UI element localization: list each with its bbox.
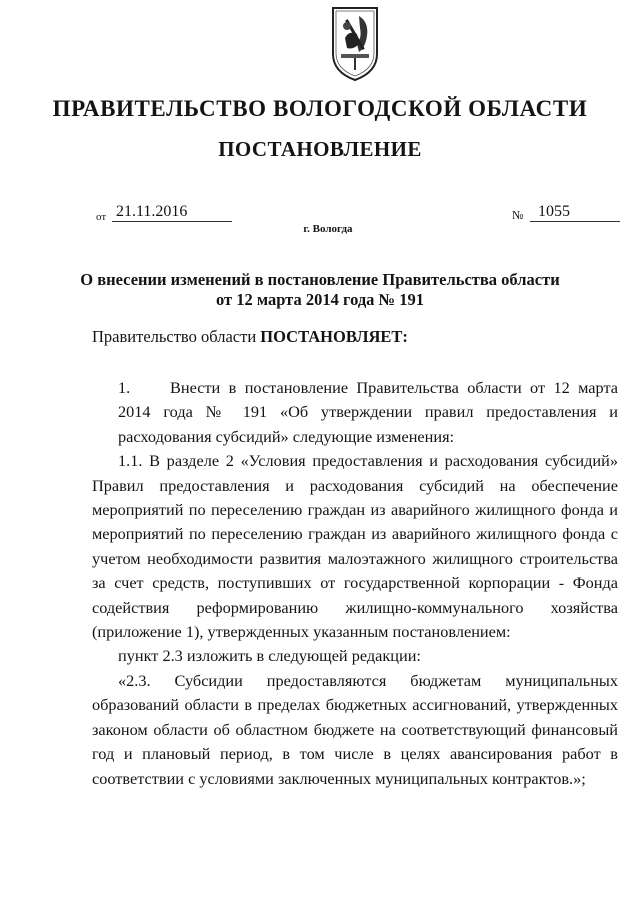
organization-title: ПРАВИТЕЛЬСТВО ВОЛОГОДСКОЙ ОБЛАСТИ <box>52 96 588 121</box>
item-1-number: 1. <box>118 378 131 397</box>
date-label: от <box>96 211 107 223</box>
document-subject <box>0 270 640 310</box>
preamble <box>92 327 408 347</box>
number-label: № <box>512 208 524 222</box>
subject-line-2: от 12 марта 2014 года № 191 <box>215 290 425 309</box>
preamble-text: Правительство области <box>92 327 261 346</box>
document-body <box>92 376 618 791</box>
subject-line-1: О внесении изменений в постановление Правительства области <box>80 270 560 289</box>
document-date: 21.11.2016 <box>112 203 232 222</box>
city-label: г. Вологда <box>303 223 353 235</box>
item-1-text: Внести в постановление Правительства области от 12 марта 2014 года № 191 «Об утверждении правил предоставления и расходования субсидий» следующие изменения: <box>118 378 618 446</box>
item-1-1: 1.1. В разделе 2 «Условия предоставления и расходования субсидий» Правил предоставления и расходования субсидий на обеспечение мероприятий по переселению граждан из аварийного жилищного фонда и мероприятий по переселению граждан из аварийного жилищного фонда с учетом необходимости развития малоэтажного жилищного строительства за счет средств, поступивших от государственной корпорации - Фонда содействия реформированию жилищно-коммунального хозяйства (приложение 1), утвержденных указанным постановлением: <box>92 451 618 642</box>
preamble-bold: ПОСТАНОВЛЯЕТ: <box>260 327 408 346</box>
document-number: 1055 <box>530 203 620 222</box>
point-intro: пункт 2.3 изложить в следующей редакции: <box>118 646 421 666</box>
point-2-3: «2.3. Субсидии предоставляются бюджетам муниципальных образований области в пределах бюджетных ассигнований, утвержденных законом области об областном бюджете на соответствующий финансовый год и плановый период, в том числе в целях авансирования работ в соответствии с условиями заключенных муниципальных контрактов.»; <box>92 670 618 788</box>
document-type: ПОСТАНОВЛЕНИЕ <box>218 137 422 161</box>
coat-of-arms-icon <box>329 4 381 82</box>
item-1 <box>92 376 618 449</box>
